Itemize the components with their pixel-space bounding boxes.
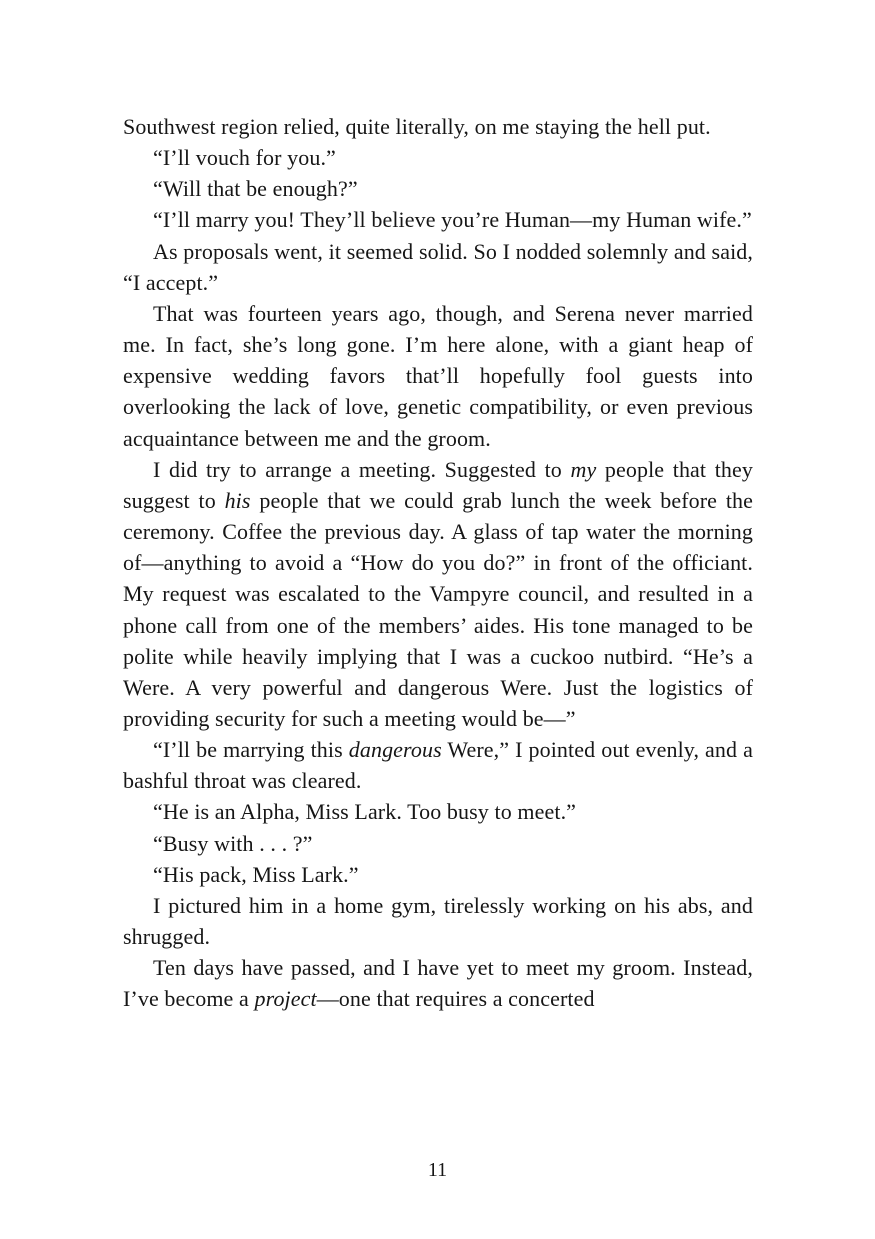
paragraph: [123, 890, 753, 952]
paragraph: [123, 734, 753, 796]
text-segment: “I’ll be marrying this: [153, 737, 349, 763]
text-segment: Southwest region relied, quite literally, on me staying the hell put.: [123, 114, 711, 139]
paragraph: [123, 859, 753, 890]
paragraph: [123, 952, 753, 1014]
page-text: [123, 111, 753, 1015]
paragraph: [123, 204, 753, 235]
paragraph: [123, 298, 753, 454]
text-segment: Were,” I pointed out evenly, and a bashful throat was cleared.: [123, 737, 753, 794]
text-segment: —one that requires a concerted: [316, 986, 595, 1012]
text-segment: “Will that be enough?”: [153, 176, 358, 202]
paragraph: [123, 111, 753, 142]
paragraph: [123, 142, 753, 173]
text-segment: Ten days have passed, and I have yet to meet my groom. Instead, I’ve become a: [123, 955, 753, 1012]
paragraph: [123, 828, 753, 859]
paragraph: [123, 454, 753, 734]
paragraph: [123, 236, 753, 298]
text-segment: people that we could grab lunch the week before the ceremony. Coffee the previous day. A glass of tap water the morning of—anything to avoid a “How do you do?” in front of the officiant. My request was escalated to the Vampyre council, and resulted in a phone call from one of the members’ aides. His tone managed to be polite while heavily implying that I was a cuckoo nutbird. “He’s a Were. A very powerful and dangerous Were. Just the logistics of providing security for such a meeting would be—”: [123, 487, 754, 731]
text-segment: “I’ll vouch for you.”: [153, 145, 336, 171]
text-segment: “Busy with . . . ?”: [153, 830, 313, 856]
text-segment: “I’ll marry you! They’ll believe you’re Human—my Human wife.”: [153, 207, 752, 233]
italic-text-segment: dangerous: [348, 737, 442, 763]
paragraph: [123, 796, 753, 827]
text-segment: That was fourteen years ago, though, and Serena never married me. In fact, she’s long gone. I’m here alone, with a giant heap of expensive wedding favors that’ll hopefully fool guests into overlooking the lack of love, genetic compatibility, or even previous acquaintance between me and the groom.: [123, 300, 753, 451]
text-segment: people that they suggest to: [123, 456, 753, 513]
text-segment: As proposals went, it seemed solid. So I nodded solemnly and said, “I accept.”: [123, 238, 753, 295]
text-segment: I pictured him in a home gym, tirelessly working on his abs, and shrugged.: [123, 892, 753, 950]
page-number: 11: [427, 1159, 448, 1181]
text-segment: “He is an Alpha, Miss Lark. Too busy to meet.”: [153, 799, 577, 825]
italic-text-segment: his: [224, 487, 251, 513]
paragraph: [123, 173, 753, 204]
text-segment: “His pack, Miss Lark.”: [153, 861, 359, 887]
italic-text-segment: project: [254, 986, 317, 1012]
italic-text-segment: my: [570, 456, 597, 482]
text-segment: I did try to arrange a meeting. Suggested to: [153, 456, 571, 482]
